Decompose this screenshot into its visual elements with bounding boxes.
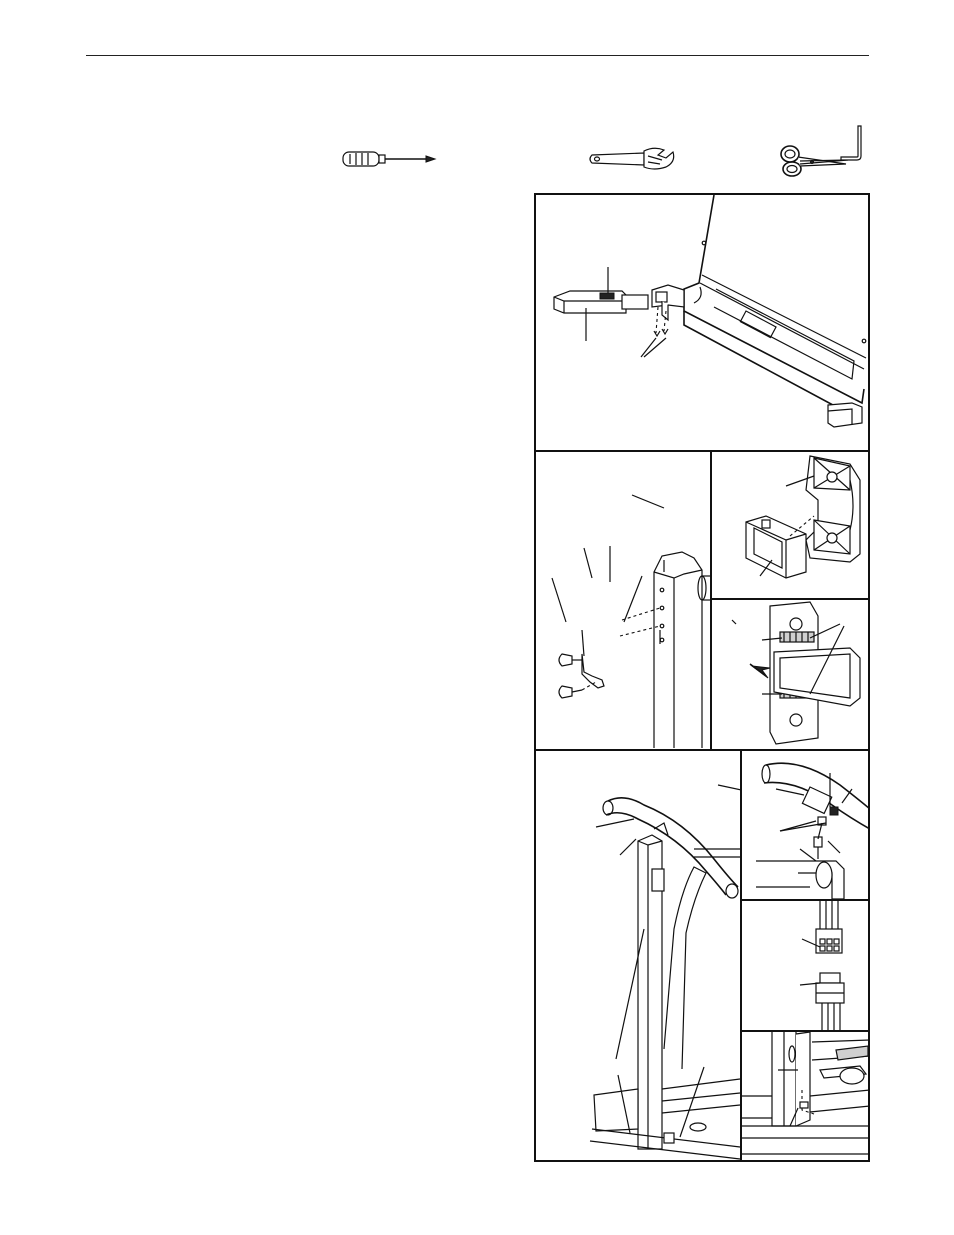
figure-6 (740, 749, 870, 901)
figure-7 (740, 899, 870, 1032)
figure-4 (710, 598, 870, 751)
figure-5 (534, 749, 742, 1162)
figure-1 (534, 193, 870, 452)
figure-8 (740, 1030, 870, 1162)
figure-2 (534, 450, 712, 751)
header-rule (86, 55, 869, 56)
hex-key-icon (838, 124, 868, 164)
adjustable-wrench-icon (588, 146, 678, 174)
screwdriver-icon (340, 146, 440, 172)
figure-3 (710, 450, 870, 600)
